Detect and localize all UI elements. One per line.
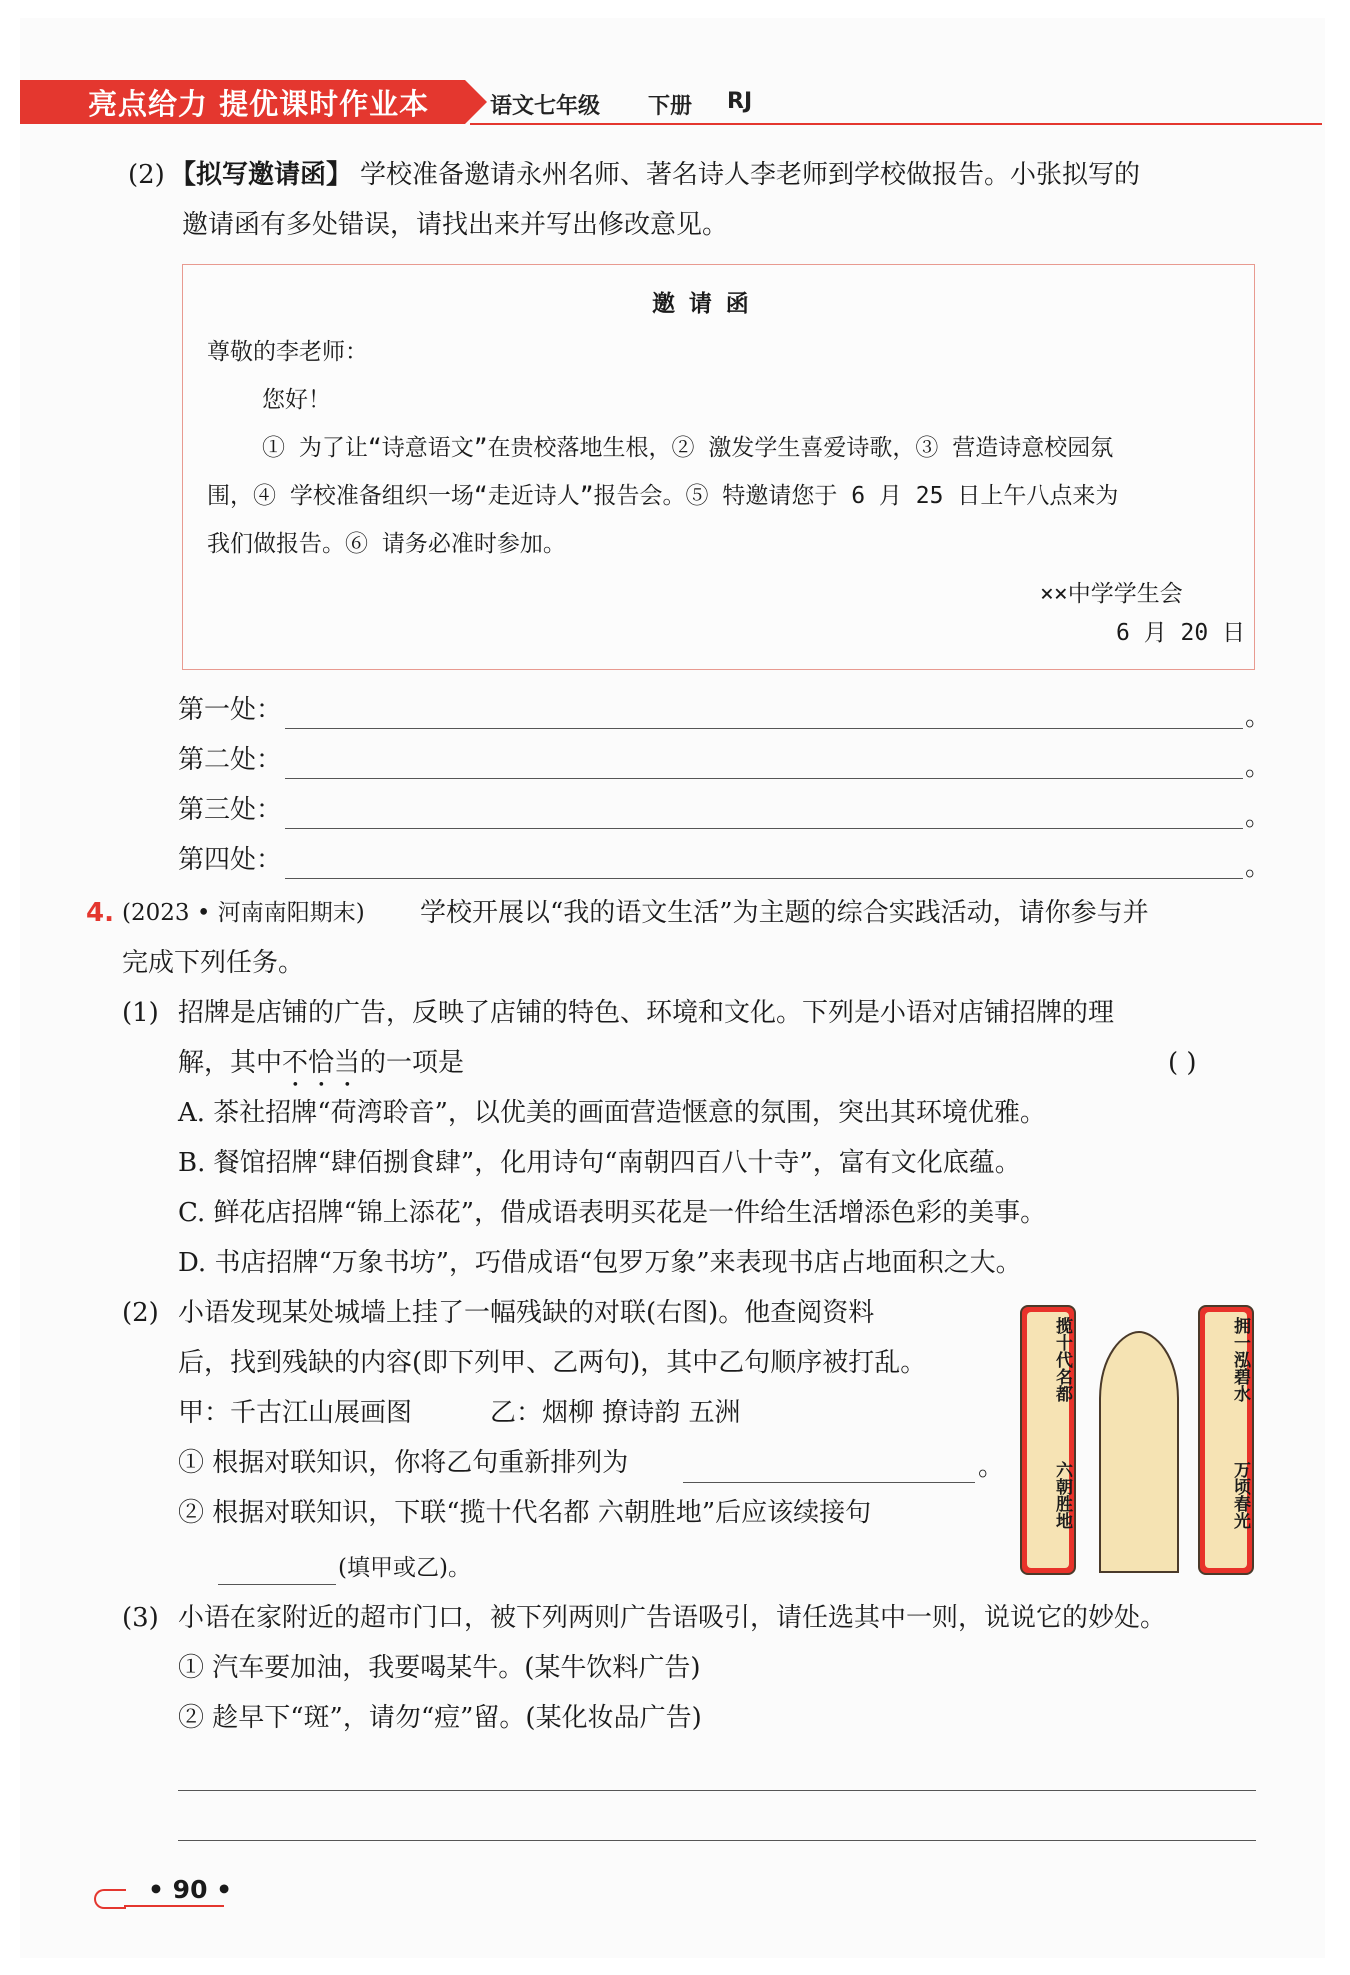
couplet-right-top: 拥一泓碧水 [1230,1317,1250,1402]
q4-3-label: (3) [122,1603,159,1633]
letter-greeting: 您好！ [262,387,331,413]
letter-date: 6 月 20 日 [1116,620,1246,646]
page-number: • 90 • [148,1875,233,1904]
couplet-scroll-right [1198,1305,1254,1575]
q4-line1: 学校开展以“我的语文生活”为主题的综合实践活动，请你参与并 [420,898,1149,928]
couplet-right-bottom: 万顷春光 [1230,1461,1250,1529]
header-rule [470,123,1322,125]
q3-2-tag: 【拟写邀请函】 [170,160,353,190]
letter-body-line1: ① 为了让“诗意语文”在贵校落地生根，② 激发学生喜爱诗歌，③ 营造诗意校园氛 [262,435,1114,461]
missing-scroll-placeholder [1098,1330,1180,1574]
q4-3-answer-line-1[interactable] [178,1790,1256,1791]
q4-line2: 完成下列任务。 [122,948,305,978]
couplet-scroll-left [1020,1305,1076,1575]
answer-line-3[interactable] [285,828,1243,829]
q3-2-line2: 邀请函有多处错误，请找出来并写出修改意见。 [182,210,729,240]
q4-2-line2: 后，找到残缺的内容(即下列甲、乙两句)，其中乙句顺序被打乱。 [178,1348,927,1378]
letter-signature: ××中学学生会 [1040,581,1183,607]
q4-3-ad1: ① 汽车要加油，我要喝某牛。(某牛饮料广告) [178,1653,701,1683]
letter-body-line2: 围，④ 学校准备组织一场“走近诗人”报告会。⑤ 特邀请您于 6 月 25 日上午八点来为 [207,483,1119,509]
q4-2-q1-end: 。 [978,1452,1005,1482]
series-title: 亮点给力 提优课时作业本 [88,87,430,121]
invitation-letter-box [182,264,1255,670]
q4-1-line2 [178,1048,464,1093]
edition-label: RJ [727,89,753,114]
couplet-left-bottom: 六朝胜地 [1052,1461,1072,1529]
q4-2-yi: 乙：烟柳 撩诗韵 五洲 [490,1398,741,1428]
answer-label-4: 第四处： [178,845,283,875]
q3-2-label: (2) [128,160,165,190]
q4-2-q1-answer-line[interactable] [683,1482,975,1483]
q4-1-line1: 招牌是店铺的广告，反映了店铺的特色、环境和文化。下列是小语对店铺招牌的理 [178,998,1115,1028]
q4-1-emphasis: 不恰当 [282,1048,361,1078]
q4-1-option-d: D. 书店招牌“万象书坊”，巧借成语“包罗万象”来表现书店占地面积之大。 [178,1248,1022,1278]
q4-2-q1: ① 根据对联知识，你将乙句重新排列为 [178,1448,629,1478]
page-number-ornament [94,1889,126,1909]
couplet-left-top: 揽十代名都 [1052,1317,1072,1402]
q4-1-line2-post: 的一项是 [360,1048,465,1078]
letter-salutation: 尊敬的李老师： [207,339,368,365]
q4-3-line1: 小语在家附近的超市门口，被下列两则广告语吸引，请任选其中一则，说说它的妙处。 [178,1603,1167,1633]
answer-line-1[interactable] [285,728,1243,729]
answer-line-2[interactable] [285,778,1243,779]
subject-label: 语文七年级 [490,94,601,119]
q4-2-q2: ② 根据对联知识，下联“揽十代名都 六朝胜地”后应该续接句 [178,1498,872,1528]
answer-end-4: 。 [1245,852,1272,882]
q4-1-option-a: A. 茶社招牌“荷湾聆音”，以优美的画面营造惬意的氛围，突出其环境优雅。 [178,1098,1046,1128]
volume-label: 下册 [648,94,693,119]
q4-2-label: (2) [122,1298,159,1328]
q4-3-ad2: ② 趁早下“斑”，请勿“痘”留。(某化妆品广告) [178,1703,702,1733]
q3-2-line1: 学校准备邀请永州名师、著名诗人李老师到学校做报告。小张拟写的 [360,160,1141,190]
answer-label-1: 第一处： [178,695,283,725]
answer-end-2: 。 [1245,752,1272,782]
q4-1-option-c: C. 鲜花店招牌“锦上添花”，借成语表明买花是一件给生活增添色彩的美事。 [178,1198,1047,1228]
q4-1-label: (1) [122,998,159,1028]
page-number-rule [124,1905,224,1907]
q4-2-q2-tail: (填甲或乙)。 [338,1555,471,1581]
q4-3-answer-line-2[interactable] [178,1840,1256,1841]
answer-label-2: 第二处： [178,745,283,775]
answer-line-4[interactable] [285,878,1243,879]
letter-body-line3: 我们做报告。⑥ 请务必准时参加。 [207,531,566,557]
q4-1-option-b: B. 餐馆招牌“肆佰捌食肆”，化用诗句“南朝四百八十寺”，富有文化底蕴。 [178,1148,1021,1178]
answer-end-1: 。 [1245,702,1272,732]
q4-2-line1: 小语发现某处城墙上挂了一幅残缺的对联(右图)。他查阅资料 [178,1298,875,1328]
q4-source: (2023 • 河南南阳期末) [122,900,365,926]
q4-2-q2-answer-line[interactable] [218,1584,336,1585]
q4-number: 4. [86,898,114,928]
answer-end-3: 。 [1245,802,1272,832]
q4-1-answer-paren[interactable]: ( ) [1168,1048,1197,1078]
q4-2-jia: 甲：千古江山展画图 [178,1398,413,1428]
letter-title: 邀 请 函 [652,291,749,317]
q4-1-line2-pre: 解，其中 [178,1048,283,1078]
answer-label-3: 第三处： [178,795,283,825]
